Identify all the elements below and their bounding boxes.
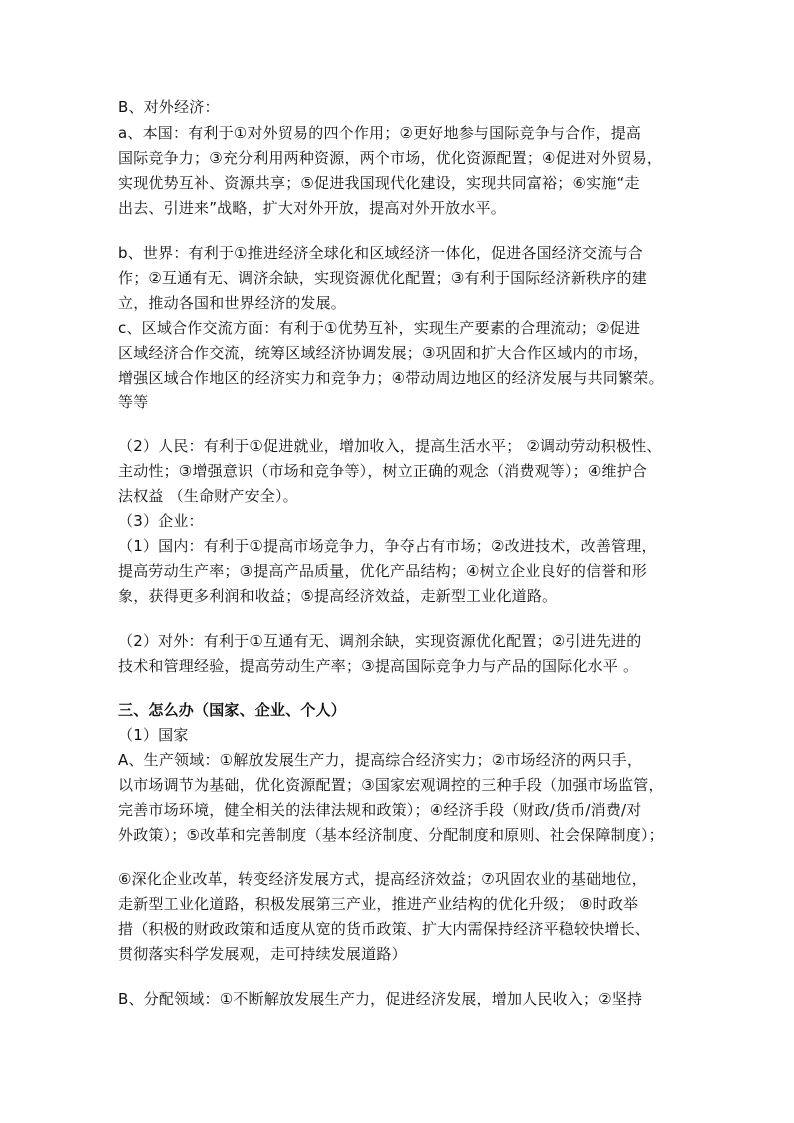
- text-line: b、世界：有利于①推进经济全球化和区域经济一体化，促进各国经济交流与合: [118, 244, 643, 262]
- text-line: （2）人民：有利于①促进就业，增加收入，提高生活水平； ②调动劳动积极性、: [118, 437, 662, 455]
- text-line: 增强区域合作地区的经济实力和竞争力；④带动周边地区的经济发展与共同繁荣。: [118, 369, 664, 387]
- text-line: 以市场调节为基础，优化资源配置；③国家宏观调控的三种手段（加强市场监管，: [118, 776, 664, 794]
- text-line: 实现优势互补、资源共享；⑤促进我国现代化建设，实现共同富裕；⑥实施“走: [118, 174, 640, 192]
- text-line: 国际竞争力；③充分利用两种资源，两个市场，优化资源配置；④促进对外贸易，: [118, 149, 663, 167]
- text-line: 提高劳动生产率；③提高产品质量，优化产品结构；④树立企业良好的信誉和形: [118, 562, 647, 580]
- section-title: 三、怎么办（国家、企业、个人）: [118, 701, 347, 719]
- text-line: 措（积极的财政政策和适度从宽的货币政策、扩大内需保持经济平稳较快增长、: [118, 920, 651, 938]
- text-line: 走新型工业化道路，积极发展第三产业，推进产业结构的优化升级； ⑧时政举: [118, 895, 639, 913]
- text-line: 贯彻落实科学发展观，走可持续发展道路）: [118, 945, 407, 963]
- text-line: （1）国内：有利于①提高市场竞争力，争夺占有市场；②改进技术，改善管理，: [118, 537, 657, 555]
- text-line: 外政策）；⑤改革和完善制度（基本经济制度、分配制度和原则、社会保障制度）；: [118, 826, 664, 844]
- text-line: 立，推动各国和世界经济的发展。: [118, 294, 347, 312]
- section-heading: （1）国家: [118, 726, 189, 744]
- text-line: 法权益 （生命财产安全）。: [118, 487, 298, 505]
- text-line: 等等: [118, 393, 149, 411]
- text-line: A、生产领域：①解放发展生产力，提高综合经济实力；②市场经济的两只手，: [118, 751, 643, 769]
- section-heading: （3）企业：: [118, 512, 204, 530]
- text-line: ⑥深化企业改革，转变经济发展方式，提高经济效益；⑦巩固农业的基础地位，: [118, 870, 647, 888]
- text-line: 作；②互通有无、调济余缺，实现资源优化配置；③有利于国际经济新秩序的建: [118, 269, 647, 287]
- text-line: a、本国：有利于①对外贸易的四个作用；②更好地参与国际竞争与合作，提高: [118, 124, 642, 142]
- text-line: 技术和管理经验，提高劳动生产率；③提高国际竞争力与产品的国际化水平 。: [118, 657, 639, 675]
- text-line: 象，获得更多利润和收益；⑤提高经济效益，走新型工业化道路。: [118, 587, 558, 605]
- text-line: （2）对外：有利于①互通有无、调剂余缺，实现资源优化配置；②引进先进的: [118, 632, 642, 650]
- text-line: B、对外经济：: [118, 98, 220, 116]
- text-line: 主动性；③增强意识（市场和竞争等），树立正确的观念（消费观等）；④维护合: [118, 462, 648, 480]
- text-line: 出去、引进来”战略，扩大对外开放，提高对外开放水平。: [118, 199, 506, 217]
- text-line: 区域经济合作交流，统筹区域经济协调发展；③巩固和扩大合作区域内的市场，: [118, 344, 649, 362]
- text-line: c、区域合作交流方面：有利于①优势互补，实现生产要素的合理流动；②促进: [118, 319, 641, 337]
- text-line: 完善市场环境，健全相关的法律法规和政策）；④经济手段（财政/货币/消费/对: [118, 801, 642, 819]
- text-line: B、分配领域：①不断解放发展生产力，促进经济发展，增加人民收入；②坚持: [118, 990, 643, 1008]
